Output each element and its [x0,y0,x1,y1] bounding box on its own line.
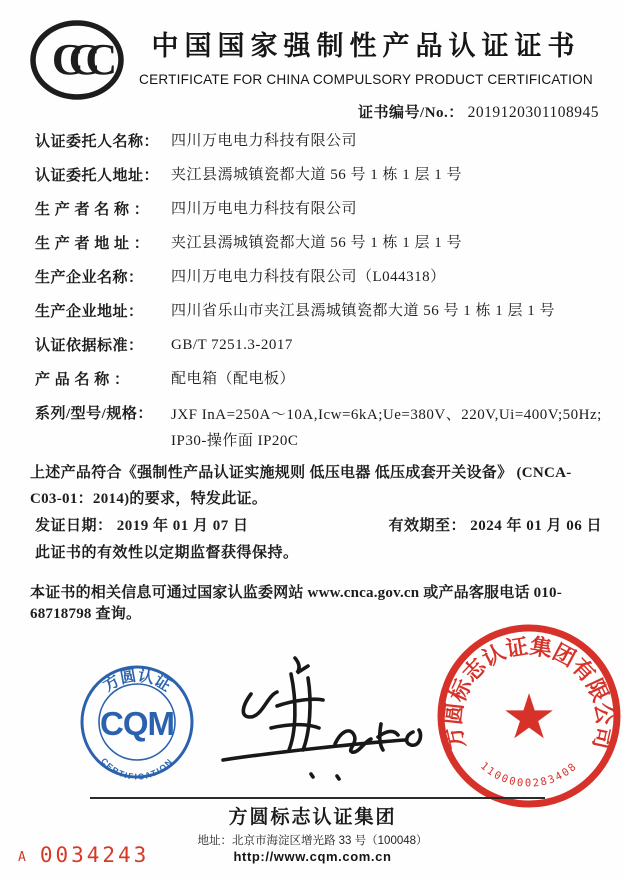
cqm-logo-icon [78,663,196,781]
expiry-date-label: 有效期至： [388,518,466,534]
dates-row [35,514,602,535]
header [118,24,614,87]
expiry-date [388,514,602,535]
cqm-arc-top-text: 方圆认证 [100,667,174,696]
field-applicant-address [35,164,605,186]
field-applicant-name [35,130,605,152]
field-value: 夹江县漹城镇瓷都大道 56 号 1 栋 1 层 1 号 [171,235,463,251]
field-value: JXF InA=250A～10A,Icw=6kA;Ue=380V、220V,Ui=400V;50Hz;IP30-操作面 IP20C [171,407,602,449]
field-value: 配电箱（配电板） [171,371,296,387]
field-producer-address [35,232,605,254]
field-label: 系列/型号/规格： [35,406,153,422]
field-label: 生产企业地址： [35,304,144,320]
field-producer-name [35,198,605,220]
issue-date-value: 2019 年 01 月 07 日 [116,518,249,534]
field-factory-name [35,266,605,288]
cqm-arc-bottom-text: CERTIFICATION [98,755,176,781]
field-label: 生 产 者 地 址 ： [35,236,150,252]
signature-icon [213,642,445,790]
cqm-center-text: CQM [100,705,174,742]
svg-text:1100000283408 [478,760,580,790]
document-serial-number: 0034243 [39,843,150,867]
document-serial [18,843,149,867]
validity-note: 此证书的有效性以定期监督获得保持。 [35,545,299,561]
footer-website: http://www.cqm.com.cn [233,849,392,864]
field-label: 产 品 名 称 ： [35,372,130,388]
field-model-spec [35,402,605,454]
seal-star-icon: ★ [501,684,557,752]
field-value: 四川省乐山市夹江县漹城镇瓷都大道 56 号 1 栋 1 层 1 号 [171,303,556,319]
field-label: 认证委托人名称： [35,134,160,150]
certificate-number-label: 证书编号/No.： [358,105,464,121]
footer-org-name: 方圆标志认证集团 [228,807,397,828]
company-seal-icon [433,620,625,812]
page-subtitle: CERTIFICATE FOR CHINA COMPULSORY PRODUCT CERTIFICATION [139,72,593,87]
field-value: 夹江县漹城镇瓷都大道 56 号 1 栋 1 层 1 号 [171,167,463,183]
svg-text:方圆认证 [99,666,174,696]
field-value: GB/T 7251.3-2017 [171,337,293,353]
document-serial-prefix: A [18,850,26,865]
seal-ring-text: 方圆标志认证集团有限公司 [440,633,618,752]
issue-date [35,514,249,535]
seal-serial-text: 1100000283408 [477,759,581,790]
certificate-number-row [358,101,599,122]
footer-address: 地址：北京市海淀区增光路 33 号（100048） [197,835,428,847]
footer-divider [90,797,545,799]
field-product-name [35,368,605,390]
certificate-number-value: 2019120301108945 [467,104,599,121]
certificate-fields [35,130,605,466]
info-note: 本证书的相关信息可通过国家认监委网站 www.cnca.gov.cn 或产品客服电话 010-68718798 查询。 [30,585,562,622]
field-standard [35,334,605,356]
issue-date-label: 发证日期： [35,518,113,534]
field-factory-address [35,300,605,322]
field-value: 四川万电电力科技有限公司 [171,133,358,149]
expiry-date-value: 2024 年 01 月 06 日 [470,518,602,534]
field-value: 四川万电电力科技有限公司（L044318） [171,269,446,285]
field-label: 认证依据标准： [35,338,144,354]
field-label: 生 产 者 名 称 ： [35,202,150,218]
conformity-statement: 上述产品符合《强制性产品认证实施规则 低压电器 低压成套开关设备》 (CNCA-C03-01：2014)的要求，特发此证。 [30,465,572,507]
field-label: 认证委托人地址： [35,168,160,184]
ccc-mark-icon [28,16,126,104]
field-label: 生产企业名称： [35,270,144,286]
field-value: 四川万电电力科技有限公司 [171,201,358,217]
svg-text:CCC: CCC [51,35,103,84]
page-title: 中国国家强制性产品认证证书 [151,31,581,61]
